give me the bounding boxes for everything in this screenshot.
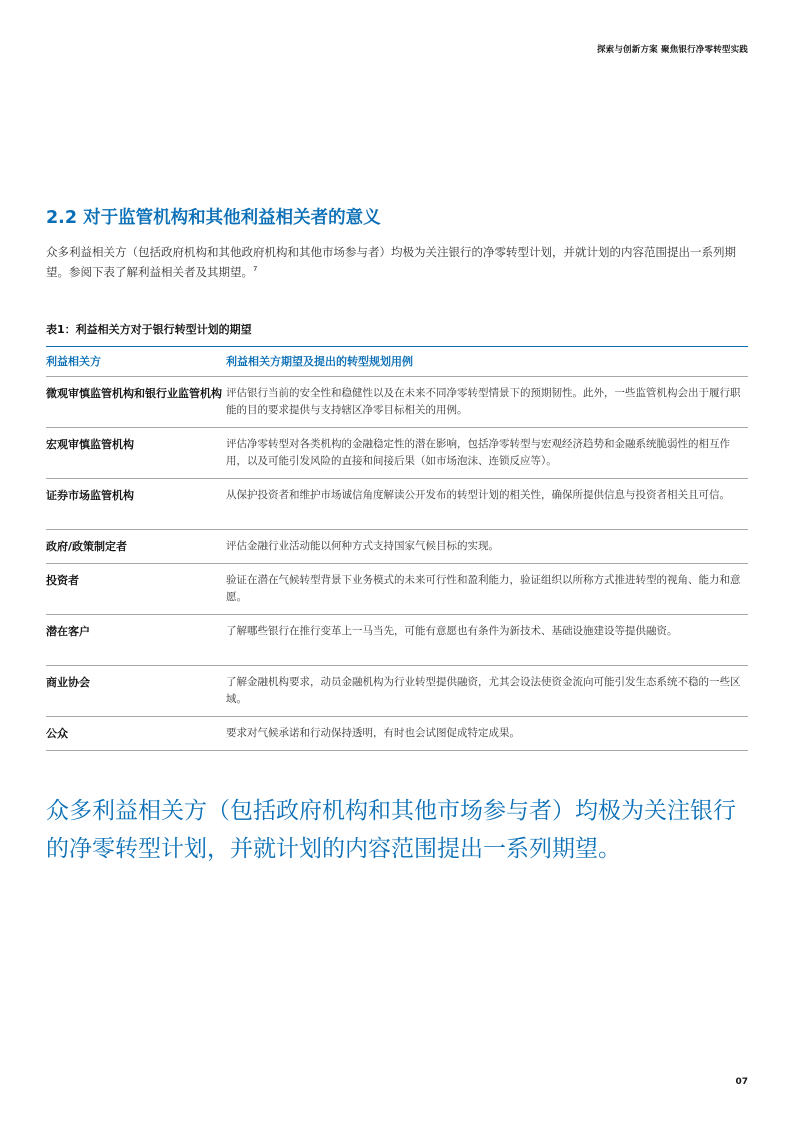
expectation-cell: 验证在潜在气候转型背景下业务模式的未来可行性和盈利能力，验证组织以所称方式推进转型的视角、能力和意愿。 [226, 574, 741, 603]
footnote-reference[interactable]: 7 [253, 265, 258, 274]
expectation-cell: 评估金融行业活动能以何种方式支持国家气候目标的实现。 [226, 540, 499, 552]
table-row [46, 377, 748, 428]
pull-quote: 众多利益相关方（包括政府机构和其他市场参与者）均极为关注银行的净零转型计划，并就计划的内容范围提出一系列期望。 [46, 798, 736, 862]
table-caption: 表1：利益相关方对于银行转型计划的期望 [46, 323, 252, 336]
intro-text: 众多利益相关方（包括政府机构和其他政府机构和其他市场参与者）均极为关注银行的净零转型计划，并就计划的内容范围提出一系列期望。参阅下表了解利益相关者及其期望。 [46, 245, 736, 279]
table-row [46, 666, 748, 717]
running-header: 探索与创新方案 聚焦银行净零转型实践 [596, 45, 748, 55]
stakeholder-cell: 政府/政策制定者 [46, 540, 128, 553]
stakeholder-cell: 宏观审慎监管机构 [46, 438, 134, 451]
expectation-cell: 从保护投资者和维护市场诚信角度解读公开发布的转型计划的相关性，确保所提供信息与投资者相关且可信。 [226, 489, 730, 501]
page-number: 07 [735, 1077, 748, 1087]
table-row [46, 428, 748, 479]
table-row [46, 530, 748, 564]
table-row [46, 564, 748, 615]
table-row [46, 717, 748, 751]
stakeholder-table [46, 346, 748, 751]
expectation-cell: 了解哪些银行在推行变革上一马当先，可能有意愿也有条件为新技术、基础设施建设等提供融资。 [226, 625, 678, 637]
stakeholder-cell: 投资者 [46, 574, 79, 587]
stakeholder-cell: 微观审慎监管机构和银行业监管机构 [46, 387, 222, 400]
column-header-expectation: 利益相关方期望及提出的转型规划用例 [226, 355, 413, 368]
stakeholder-cell: 潜在客户 [46, 625, 90, 638]
section-title: 2.2 对于监管机构和其他利益相关者的意义 [46, 208, 381, 228]
expectation-cell: 要求对气候承诺和行动保持透明，有时也会试图促成特定成果。 [226, 727, 520, 739]
column-header-stakeholder: 利益相关方 [46, 355, 101, 368]
stakeholder-cell: 商业协会 [46, 676, 90, 689]
expectation-cell: 评估银行当前的安全性和稳健性以及在未来不同净零转型情景下的预期韧性。此外，一些监管机构会出于履行职能的目的要求提供与支持辖区净零目标相关的用例。 [226, 387, 741, 416]
expectation-cell: 了解金融机构要求，动员金融机构为行业转型提供融资，尤其会设法使资金流向可能引发生态系统不稳的一些区域。 [226, 676, 741, 705]
expectation-cell: 评估净零转型对各类机构的金融稳定性的潜在影响，包括净零转型与宏观经济趋势和金融系统脆弱性的相互作用，以及可能引发风险的直接和间接后果（如市场泡沫、连锁反应等）。 [226, 438, 730, 467]
table-row [46, 615, 748, 666]
table-header-row [46, 347, 748, 377]
stakeholder-cell: 公众 [46, 727, 68, 740]
intro-paragraph [46, 242, 749, 282]
table-row [46, 479, 748, 530]
stakeholder-cell: 证券市场监管机构 [46, 489, 134, 502]
